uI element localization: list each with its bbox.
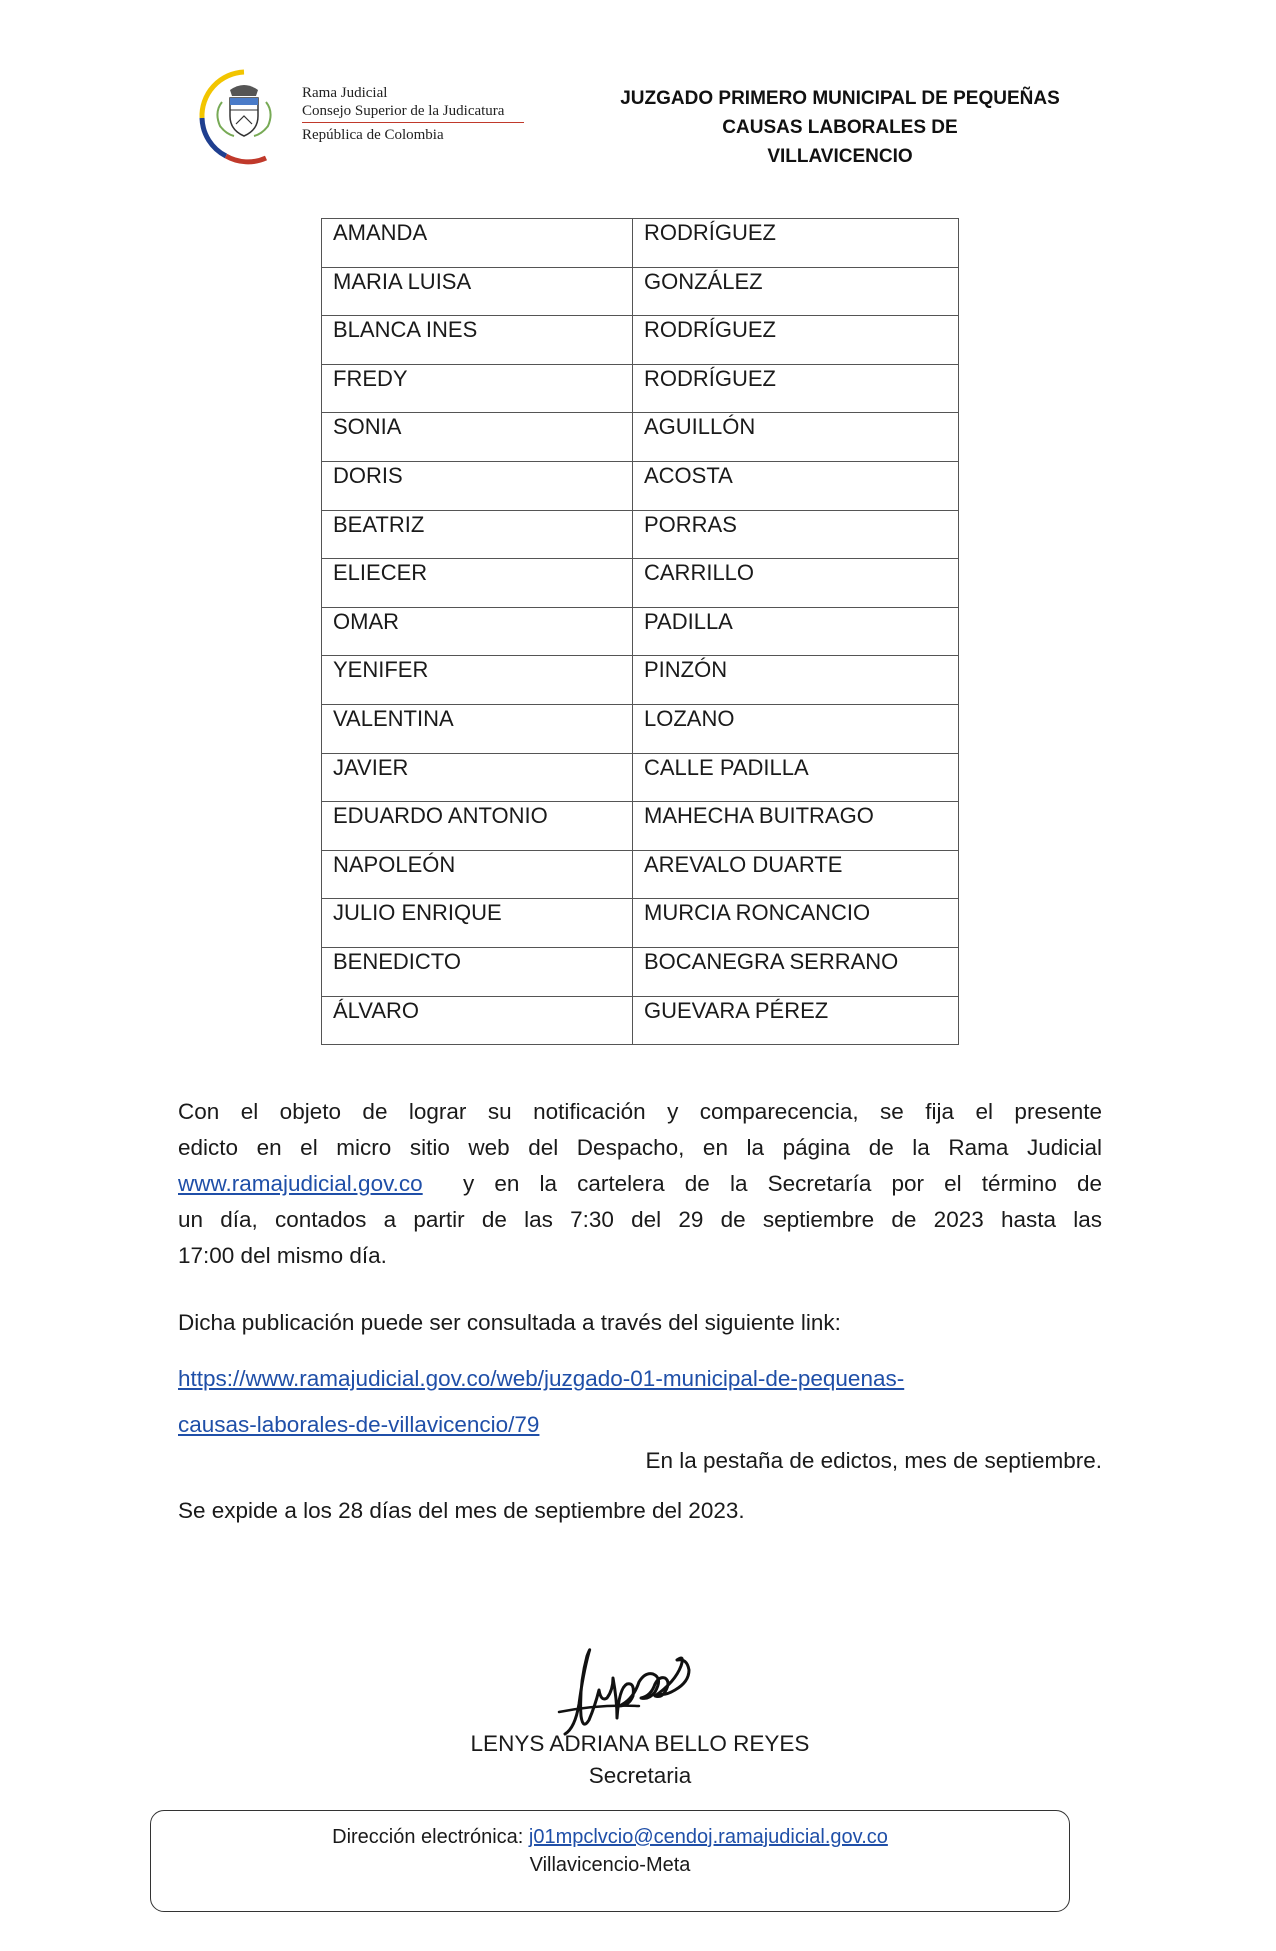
footer-email-label: Dirección electrónica: bbox=[332, 1826, 524, 1848]
table-row bbox=[322, 996, 959, 1045]
names-table-body bbox=[322, 219, 959, 1045]
publication-link-line-2[interactable]: causas-laborales-de-villavicencio/79 bbox=[178, 1412, 540, 1437]
given-name-cell: OMAR bbox=[322, 607, 633, 656]
table-row bbox=[322, 413, 959, 462]
given-name-cell: BLANCA INES bbox=[322, 316, 633, 365]
given-name-cell: JAVIER bbox=[322, 753, 633, 802]
footer-contact-box bbox=[150, 1810, 1070, 1912]
given-name-cell: YENIFER bbox=[322, 656, 633, 705]
court-title-line-1: JUZGADO PRIMERO MUNICIPAL DE PEQUEÑAS bbox=[620, 88, 1060, 109]
logo-line-republica: República de Colombia bbox=[302, 127, 444, 143]
given-name-cell: DORIS bbox=[322, 461, 633, 510]
table-row bbox=[322, 607, 959, 656]
rama-judicial-link[interactable]: www.ramajudicial.gov.co bbox=[178, 1171, 423, 1196]
surname-cell: CALLE PADILLA bbox=[633, 753, 959, 802]
surname-cell: GONZÁLEZ bbox=[633, 267, 959, 316]
surname-cell: ACOSTA bbox=[633, 461, 959, 510]
surname-cell: RODRÍGUEZ bbox=[633, 219, 959, 268]
table-row bbox=[322, 267, 959, 316]
notice-line-2: edicto en el micro sitio web del Despacho, en la página de la Rama Judicial bbox=[178, 1135, 1102, 1160]
court-title bbox=[560, 84, 1120, 171]
surname-cell: RODRÍGUEZ bbox=[633, 316, 959, 365]
edicts-tab-note: En la pestaña de edictos, mes de septiembre. bbox=[645, 1448, 1102, 1473]
surname-cell: RODRÍGUEZ bbox=[633, 364, 959, 413]
surname-cell: BOCANEGRA SERRANO bbox=[633, 947, 959, 996]
table-row bbox=[322, 364, 959, 413]
signatory-name: LENYS ADRIANA BELLO REYES bbox=[470, 1731, 810, 1756]
publication-link-block bbox=[178, 1356, 1102, 1448]
table-row bbox=[322, 316, 959, 365]
notice-paragraph bbox=[178, 1094, 1102, 1274]
issue-date-paragraph: Se expide a los 28 días del mes de septiembre del 2023. bbox=[178, 1498, 745, 1523]
surname-cell: GUEVARA PÉREZ bbox=[633, 996, 959, 1045]
logo-line-consejo: Consejo Superior de la Judicatura bbox=[302, 103, 505, 119]
notice-line-3-text: y en la cartelera de la Secretaría por el término de bbox=[462, 1171, 1102, 1196]
table-row bbox=[322, 850, 959, 899]
surname-cell: AREVALO DUARTE bbox=[633, 850, 959, 899]
table-row bbox=[322, 802, 959, 851]
notice-line-3 bbox=[178, 1166, 1102, 1202]
logo-line-rama: Rama Judicial bbox=[302, 85, 388, 101]
court-title-line-3: VILLAVICENCIO bbox=[767, 146, 913, 167]
table-row bbox=[322, 753, 959, 802]
table-row bbox=[322, 704, 959, 753]
given-name-cell: ÁLVARO bbox=[322, 996, 633, 1045]
table-row bbox=[322, 559, 959, 608]
table-row bbox=[322, 947, 959, 996]
consult-paragraph: Dicha publicación puede ser consultada a través del siguiente link: bbox=[178, 1310, 841, 1335]
signatory-role: Secretaria bbox=[588, 1763, 692, 1788]
footer-email-line bbox=[151, 1823, 1069, 1851]
surname-cell: AGUILLÓN bbox=[633, 413, 959, 462]
logo-text bbox=[302, 84, 524, 144]
coat-of-arms-icon bbox=[196, 66, 291, 166]
given-name-cell: FREDY bbox=[322, 364, 633, 413]
surname-cell: PORRAS bbox=[633, 510, 959, 559]
given-name-cell: VALENTINA bbox=[322, 704, 633, 753]
notice-line-1: Con el objeto de lograr su notificación y comparecencia, se fija el presente bbox=[178, 1099, 1102, 1124]
table-row bbox=[322, 899, 959, 948]
logo-divider bbox=[302, 122, 524, 123]
institution-logo bbox=[196, 66, 536, 166]
given-name-cell: BEATRIZ bbox=[322, 510, 633, 559]
given-name-cell: NAPOLEÓN bbox=[322, 850, 633, 899]
surname-cell: PINZÓN bbox=[633, 656, 959, 705]
given-name-cell: ELIECER bbox=[322, 559, 633, 608]
notice-line-4: un día, contados a partir de las 7:30 del 29 de septiembre de 2023 hasta las bbox=[178, 1207, 1102, 1232]
given-name-cell: MARIA LUISA bbox=[322, 267, 633, 316]
surname-cell: MAHECHA BUITRAGO bbox=[633, 802, 959, 851]
given-name-cell: SONIA bbox=[322, 413, 633, 462]
surname-cell: MURCIA RONCANCIO bbox=[633, 899, 959, 948]
given-name-cell: JULIO ENRIQUE bbox=[322, 899, 633, 948]
table-row bbox=[322, 461, 959, 510]
footer-location: Villavicencio-Meta bbox=[529, 1854, 691, 1876]
publication-link-line-1[interactable]: https://www.ramajudicial.gov.co/web/juzgado-01-municipal-de-pequenas- bbox=[178, 1366, 905, 1391]
table-row bbox=[322, 510, 959, 559]
table-row bbox=[322, 219, 959, 268]
names-table bbox=[321, 218, 959, 1045]
given-name-cell: EDUARDO ANTONIO bbox=[322, 802, 633, 851]
given-name-cell: BENEDICTO bbox=[322, 947, 633, 996]
surname-cell: LOZANO bbox=[633, 704, 959, 753]
surname-cell: PADILLA bbox=[633, 607, 959, 656]
court-title-line-2: CAUSAS LABORALES DE bbox=[722, 117, 958, 138]
surname-cell: CARRILLO bbox=[633, 559, 959, 608]
given-name-cell: AMANDA bbox=[322, 219, 633, 268]
notice-line-5: 17:00 del mismo día. bbox=[178, 1243, 387, 1268]
footer-email-link[interactable]: j01mpclvcio@cendoj.ramajudicial.gov.co bbox=[528, 1826, 888, 1848]
table-row bbox=[322, 656, 959, 705]
